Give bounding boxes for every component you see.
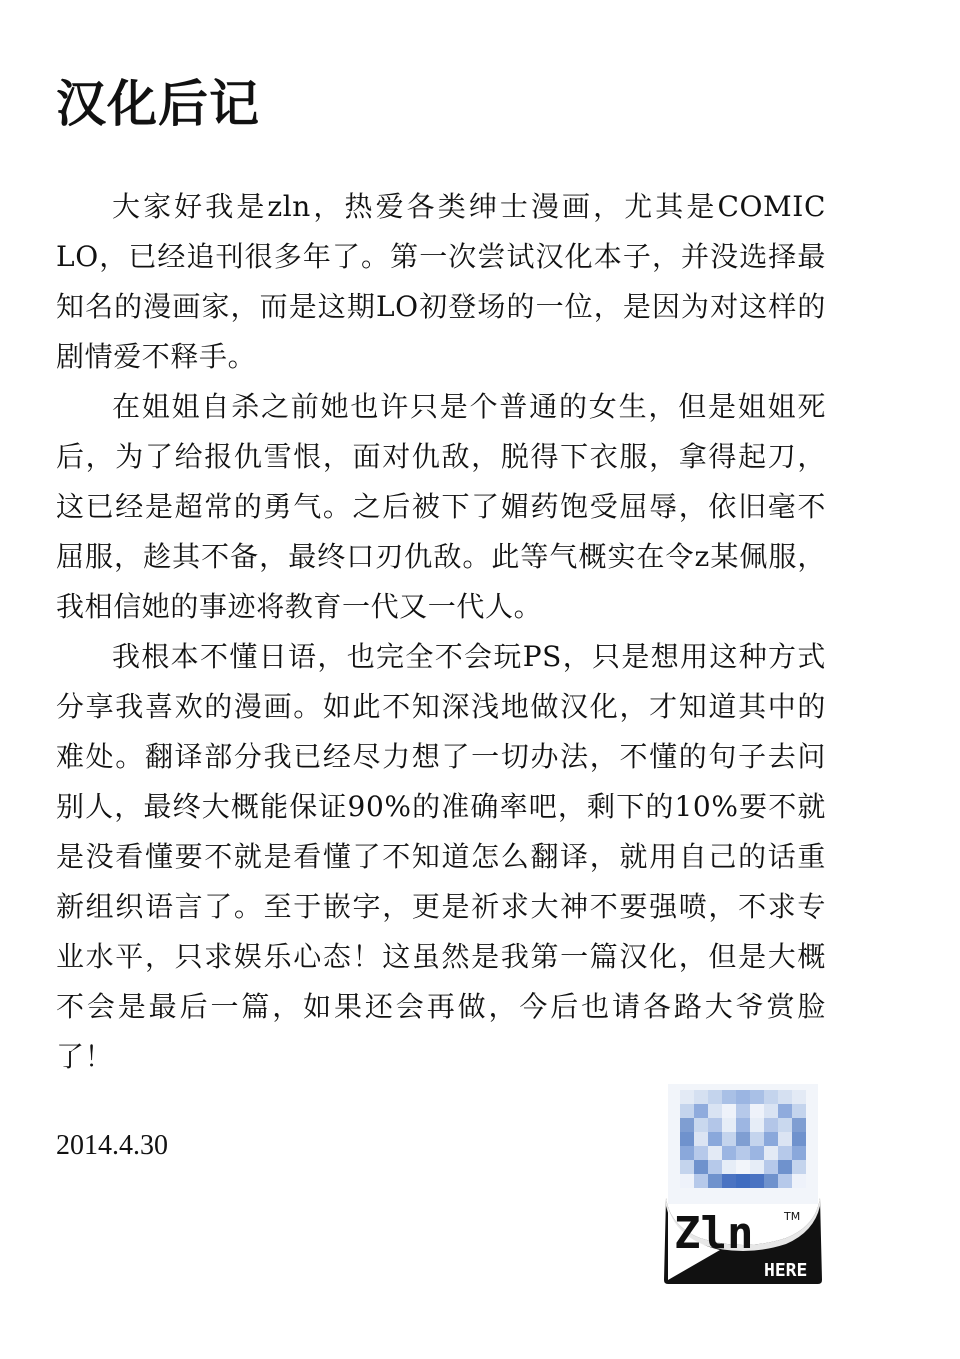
logo-wordmark: Zln xyxy=(674,1208,754,1259)
zln-logo xyxy=(660,1080,826,1284)
paragraph-intro: 大家好我是zln，热爱各类绅士漫画，尤其是COMIC LO，已经追刊很多年了。第一次尝试汉化本子，并没选择最知名的漫画家，而是这期LO初登场的一位，是因为对这样的剧情爱不释手。 xyxy=(56,190,826,373)
date-text: 2014.4.30 xyxy=(56,1130,168,1161)
page-title: 汉化后记 xyxy=(56,74,260,133)
logo-sub: HERE xyxy=(764,1260,808,1281)
logo-tm: TM xyxy=(784,1210,801,1223)
postscript-body xyxy=(56,182,826,1082)
pixelated-emblem-icon xyxy=(668,1084,818,1204)
paragraph-translation: 我根本不懂日语，也完全不会玩PS，只是想用这种方式分享我喜欢的漫画。如此不知深浅地做汉化，才知道其中的难处。翻译部分我已经尽力想了一切办法，不懂的句子去问别人，最终大概能保证90%的准确率吧，剩下的10%要不就是没看懂要不就是看懂了不知道怎么翻译，就用自己的话重新组织语言了。至于嵌字，更是祈求大神不要强喷，不求专业水平，只求娱乐心态！这虽然是我第一篇汉化，但是大概不会是最后一篇，如果还会再做，今后也请各路大爷赏脸了！ xyxy=(56,640,826,1073)
paragraph-story: 在姐姐自杀之前她也许只是个普通的女生，但是姐姐死后，为了给报仇雪恨，面对仇敌，脱得下衣服，拿得起刀，这已经是超常的勇气。之后被下了媚药饱受屈辱，依旧毫不屈服，趁其不备，最终口刃仇敌。此等气概实在令z某佩服，我相信她的事迹将教育一代又一代人。 xyxy=(56,390,826,623)
